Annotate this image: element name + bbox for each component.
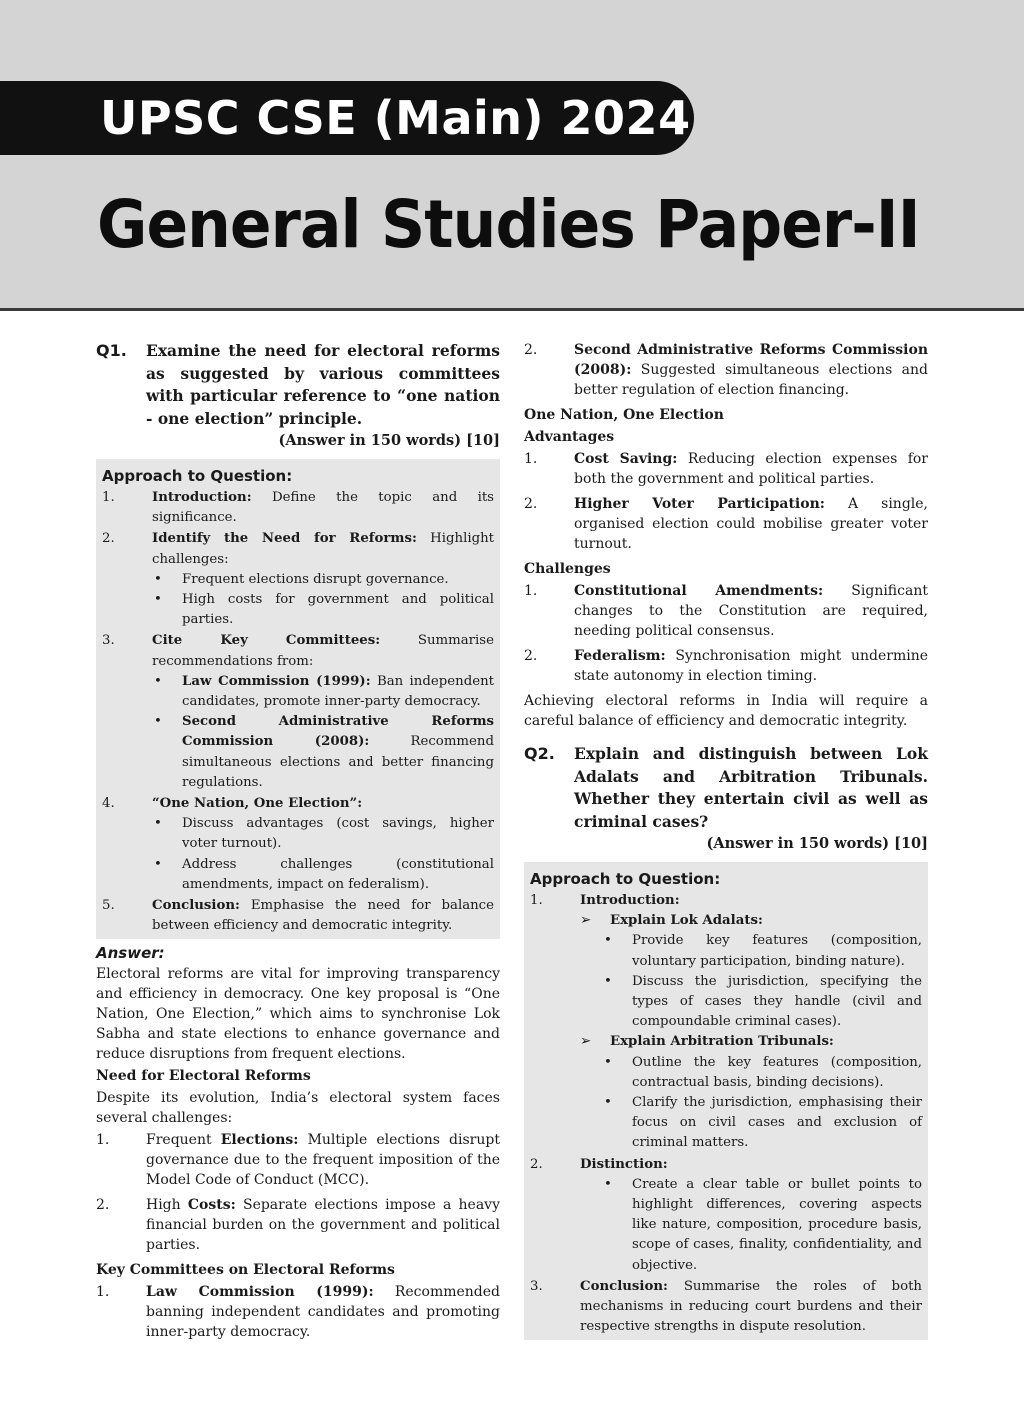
item-text: Summarise recommendations from: <box>152 633 494 669</box>
bullet-text: Address challenges (constitutional amendments, impact on federalism). <box>182 856 494 892</box>
list-item <box>96 1282 500 1342</box>
item-lead: Costs: <box>187 1197 236 1214</box>
item-lead: Second Administrative Reforms Commission (2008): <box>574 342 928 378</box>
bullet-list <box>580 1175 922 1276</box>
item-number: 2. <box>102 531 115 547</box>
section-heading: Need for Electoral Reforms <box>96 1068 311 1085</box>
question-marks: (Answer in 150 words) [10] <box>278 432 500 449</box>
item-prefix: High <box>146 1197 188 1214</box>
bullet-icon: • <box>604 973 612 989</box>
approach-item <box>102 529 494 630</box>
approach-list <box>102 488 494 936</box>
bullet-text: Outline the key features (composition, contractual basis, binding decisions). <box>632 1054 922 1090</box>
sub-heading-text: Explain Arbitration Tribunals: <box>610 1034 834 1050</box>
item-body <box>152 529 494 630</box>
list-item <box>524 581 928 641</box>
approach-item <box>102 488 494 528</box>
bullet-lead: Law Commission (1999): <box>182 673 371 689</box>
approach-item <box>102 896 494 936</box>
bullet-item <box>602 1175 922 1276</box>
item-number: 2. <box>524 648 538 664</box>
item-body <box>146 1130 500 1190</box>
item-lead: Elections: <box>220 1132 299 1149</box>
item-lead: Introduction: <box>580 893 680 908</box>
exam-title: UPSC CSE (Main) 2024 <box>100 91 691 145</box>
item-text: A single, organised election could mobilise greater voter turnout. <box>574 496 928 552</box>
approach-box <box>96 459 500 939</box>
item-number: 1. <box>96 1132 110 1149</box>
bullet-icon: • <box>154 714 162 730</box>
item-number: 2. <box>96 1197 110 1214</box>
sub-heading <box>580 911 922 931</box>
bullet-icon: • <box>154 816 162 832</box>
item-body <box>146 1282 500 1342</box>
bullet-body <box>182 570 494 590</box>
question-number: Q1. <box>96 341 127 360</box>
bullet-text: High costs for government and political parties. <box>182 592 494 628</box>
bullet-item <box>152 590 494 630</box>
answer-conclusion: Achieving electoral reforms in India will require a careful balance of efficiency and democratic integrity. <box>524 693 928 729</box>
list-item <box>524 449 928 489</box>
item-prefix: Frequent <box>146 1132 221 1149</box>
item-lead: Introduction: <box>152 490 252 505</box>
sub-heading <box>580 1032 922 1052</box>
approach-item <box>102 794 494 895</box>
bullet-list <box>580 931 922 1032</box>
bullet-icon: • <box>154 856 162 872</box>
item-body <box>574 449 928 489</box>
advantages-list <box>524 449 928 554</box>
bullet-item <box>152 814 494 854</box>
list-item <box>96 1195 500 1255</box>
item-number: 1. <box>524 451 538 467</box>
bullet-icon: • <box>604 1054 612 1070</box>
approach-item <box>530 1155 922 1276</box>
answer-heading: Answer: <box>96 944 165 963</box>
item-number: 1. <box>102 490 115 505</box>
item-number: 2. <box>530 1156 543 1172</box>
item-lead: Conclusion: <box>152 898 240 914</box>
bullet-icon: • <box>154 571 162 587</box>
bullet-text: Frequent elections disrupt governance. <box>182 571 449 587</box>
bullet-body <box>182 855 494 895</box>
bullet-icon: • <box>154 673 162 689</box>
item-number: 4. <box>102 796 115 812</box>
item-lead: Distinction: <box>580 1156 668 1172</box>
right-column <box>524 340 928 1340</box>
item-body <box>152 794 494 895</box>
bullet-item <box>152 672 494 712</box>
paper-title: General Studies Paper-II <box>97 186 920 263</box>
approach-item <box>530 1277 922 1338</box>
question-2 <box>524 743 928 833</box>
list-item <box>524 494 928 554</box>
item-number: 1. <box>96 1284 110 1301</box>
bullet-item <box>602 931 922 971</box>
bullet-body <box>182 672 494 712</box>
bullet-icon: • <box>604 933 612 949</box>
item-text: Reducing election expenses for both the government and political parties. <box>574 451 928 487</box>
bullet-body <box>182 590 494 630</box>
exam-banner <box>0 81 694 155</box>
bullet-item <box>602 972 922 1033</box>
section-heading: One Nation, One Election <box>524 407 724 423</box>
committee-list-continued <box>524 340 928 400</box>
item-body <box>146 1195 500 1255</box>
bullet-list <box>580 1053 922 1154</box>
section-heading: Challenges <box>524 561 611 577</box>
item-text: Significant changes to the Constitution are required, needing political consensus. <box>574 583 928 639</box>
bullet-icon: • <box>604 1176 612 1192</box>
item-number: 5. <box>102 898 115 914</box>
bullet-text: Discuss the jurisdiction, specifying the types of cases they handle (civil and compoundable criminal cases). <box>632 973 922 1030</box>
question-marks: (Answer in 150 words) [10] <box>706 835 928 852</box>
bullet-body <box>182 814 494 854</box>
bullet-item <box>152 712 494 793</box>
item-number: 2. <box>524 342 538 358</box>
item-body <box>152 631 494 793</box>
bullet-text: Create a clear table or bullet points to highlight differences, covering aspects like nature, composition, procedure basis, scope of cases, finality, confidentiality, and objective. <box>632 1176 922 1273</box>
item-lead: Law Commission (1999): <box>146 1284 374 1301</box>
bullet-item <box>602 1093 922 1154</box>
item-text: Define the topic and its significance. <box>152 490 494 526</box>
bullet-body <box>182 712 494 793</box>
question-text: Explain and distinguish between Lok Adalats and Arbitration Tribunals. Whether they entertain civil as well as criminal cases? <box>574 744 928 831</box>
section-intro: Despite its evolution, India’s electoral system faces several challenges: <box>96 1090 500 1127</box>
item-lead: Conclusion: <box>580 1278 668 1294</box>
item-text: Recommended banning independent candidates and promoting inner-party democracy. <box>146 1284 501 1341</box>
item-body <box>574 340 928 400</box>
arrow-icon: ➢ <box>580 1034 592 1050</box>
item-lead: Federalism: <box>574 648 666 664</box>
approach-box <box>524 862 928 1340</box>
item-text: Suggested simultaneous elections and better regulation of election financing. <box>574 362 928 398</box>
item-text: Highlight challenges: <box>152 531 494 567</box>
item-lead: “One Nation, One Election”: <box>152 796 363 812</box>
item-lead: Higher Voter Participation: <box>574 496 825 512</box>
bullet-text: Ban independent candidates, promote inner-party democracy. <box>182 673 494 710</box>
challenges-list <box>524 581 928 686</box>
sub-heading-text: Explain Lok Adalats: <box>610 913 763 929</box>
bullet-lead: Second Administrative Reforms Commission (2008): <box>182 714 494 750</box>
list-item <box>524 646 928 686</box>
section-heading: Advantages <box>524 429 615 445</box>
item-body <box>574 646 928 686</box>
item-lead: Cite Key Committees: <box>152 633 381 649</box>
item-lead: Cost Saving: <box>574 451 678 467</box>
item-number: 3. <box>102 633 115 649</box>
item-number: 3. <box>530 1278 543 1294</box>
question-number: Q2. <box>524 744 555 763</box>
approach-title: Approach to Question: <box>530 870 721 888</box>
item-lead: Constitutional Amendments: <box>574 583 824 599</box>
item-body <box>152 488 494 528</box>
bullet-item <box>602 1053 922 1093</box>
bullet-icon: • <box>604 1095 612 1111</box>
item-text: Synchronisation might undermine state autonomy in election timing. <box>574 648 928 684</box>
item-body <box>152 896 494 936</box>
item-text: Emphasise the need for balance between efficiency and democratic integrity. <box>152 898 494 934</box>
list-item <box>524 340 928 400</box>
bullet-icon: • <box>154 592 162 608</box>
committee-list <box>96 1282 500 1342</box>
bullet-text: Discuss advantages (cost savings, higher voter turnout). <box>182 816 494 852</box>
page-header <box>0 0 1024 311</box>
bullet-text: Clarify the jurisdiction, emphasising their focus on civil cases and exclusion of criminal matters. <box>632 1095 922 1151</box>
approach-item <box>530 891 922 1154</box>
item-number: 1. <box>530 893 543 908</box>
bullet-text: Provide key features (composition, voluntary participation, binding nature). <box>632 933 922 969</box>
list-item <box>96 1130 500 1190</box>
question-text: Examine the need for electoral reforms as suggested by various committees with particular reference to “one nation - one election” principle. <box>146 341 500 428</box>
arrow-icon: ➢ <box>580 913 592 929</box>
question-1 <box>96 340 500 430</box>
item-lead: Identify the Need for Reforms: <box>152 531 417 547</box>
bullet-text: Recommend simultaneous elections and better financing regulations. <box>182 734 494 790</box>
section-heading: Key Committees on Electoral Reforms <box>96 1262 395 1279</box>
item-text: Summarise the roles of both mechanisms in reducing court burdens and their respective strengths in dispute resolution. <box>580 1278 922 1335</box>
left-column <box>96 340 500 1347</box>
item-text: Separate elections impose a heavy financial burden on the government and political parties. <box>146 1197 500 1254</box>
item-number: 1. <box>524 583 538 599</box>
item-text: Multiple elections disrupt governance due to the frequent imposition of the Model Code of Conduct (MCC). <box>146 1132 500 1189</box>
item-body <box>574 581 928 641</box>
need-list <box>96 1130 500 1255</box>
answer-intro: Electoral reforms are vital for improving transparency and efficiency in democracy. One key proposal is “One Nation, One Election,” which aims to synchronise Lok Sabha and state elections to enhance governance and reduce disruptions from frequent elections. <box>96 966 500 1063</box>
item-body <box>574 494 928 554</box>
bullet-item <box>152 570 494 590</box>
item-number: 2. <box>524 496 538 512</box>
approach-item <box>102 631 494 793</box>
approach-title: Approach to Question: <box>102 467 293 485</box>
bullet-item <box>152 855 494 895</box>
